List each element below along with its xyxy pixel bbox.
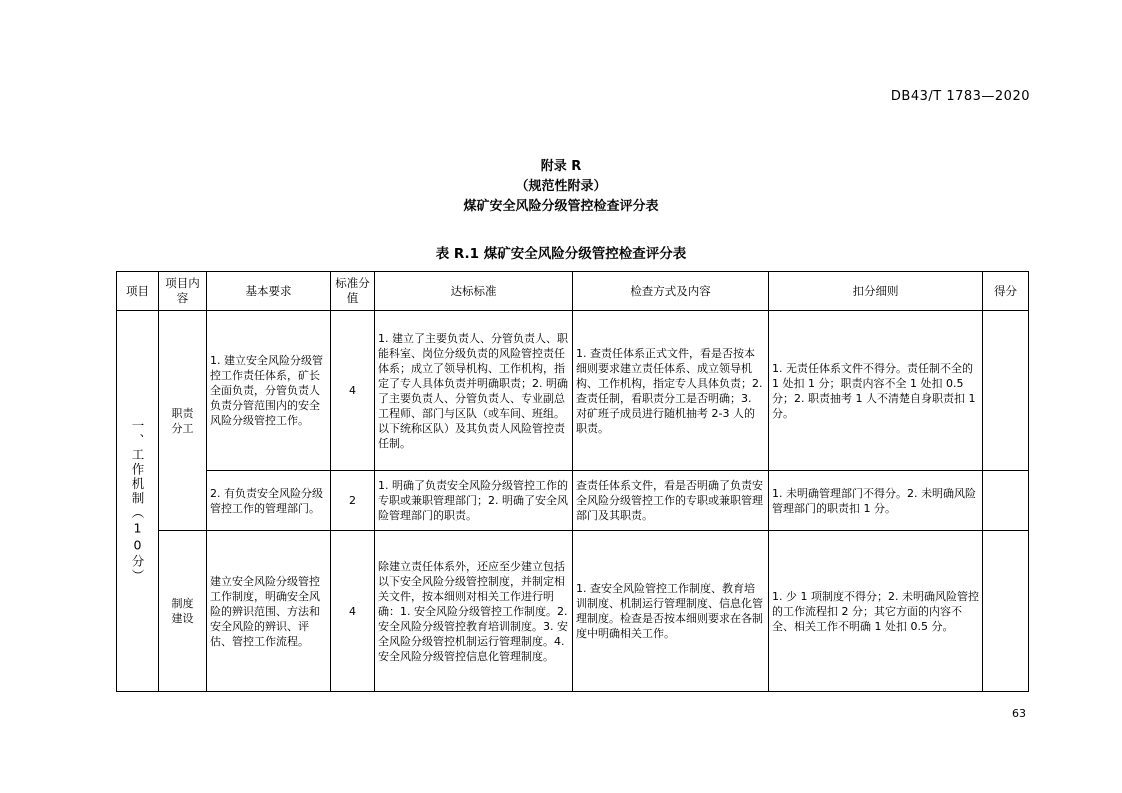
score-cell[interactable] bbox=[983, 531, 1029, 692]
standard-score-cell: 2 bbox=[331, 471, 375, 531]
deduction-cell: 1. 未明确管理部门不得分。2. 未明确风险管理部门的职责扣 1 分。 bbox=[769, 471, 983, 531]
table-row bbox=[117, 311, 1029, 471]
group-label: 一、工作机制（10分） bbox=[130, 418, 145, 584]
check-method-cell: 查责任体系文件，看是否明确了负责安全风险分级管控工作的专职或兼职管理部门及其职责。 bbox=[573, 471, 769, 531]
basic-requirement-cell: 2. 有负责安全风险分级管控工作的管理部门。 bbox=[207, 471, 331, 531]
header-deduction: 扣分细则 bbox=[769, 272, 983, 311]
content-cell: 制度建设 bbox=[159, 531, 207, 692]
check-method-cell: 1. 查安全风险管控工作制度、教育培训制度、机制运行管理制度、信息化管理制度。检查是否按本细则要求在各制度中明确相关工作。 bbox=[573, 531, 769, 692]
header-item-content: 项目内容 bbox=[159, 272, 207, 311]
basic-requirement-cell: 1. 建立安全风险分级管控工作责任体系，矿长全面负责，分管负责人负责分管范围内的安全风险分级管控工作。 bbox=[207, 311, 331, 471]
table-title: 表 R.1 煤矿安全风险分级管控检查评分表 bbox=[435, 246, 687, 262]
page-number: 63 bbox=[1012, 707, 1026, 720]
table-header-row bbox=[117, 272, 1029, 311]
appendix-title: 煤矿安全风险分级管控检查评分表 bbox=[463, 199, 659, 214]
table-row bbox=[117, 471, 1029, 531]
table-row bbox=[117, 531, 1029, 692]
standard-score-cell: 4 bbox=[331, 311, 375, 471]
appendix-label: 附录 R bbox=[540, 159, 582, 174]
appendix-headings bbox=[0, 157, 1122, 217]
standard-cell: 1. 建立了主要负责人、分管负责人、职能科室、岗位分级负责的风险管控责任体系；成立了领导机构、工作机构，指定了专人具体负责并明确职责；2. 明确了主要负责人、分管负责人、专业副总工程师、部门与区队（或车间、班组。以下统称区队）及其负责人风险管控责任制。 bbox=[375, 311, 573, 471]
deduction-cell: 1. 少 1 项制度不得分；2. 未明确风险管控的工作流程扣 2 分；其它方面的内容不全、相关工作不明确 1 处扣 0.5 分。 bbox=[769, 531, 983, 692]
header-score: 得分 bbox=[983, 272, 1029, 311]
score-cell[interactable] bbox=[983, 311, 1029, 471]
content-cell: 职责分工 bbox=[159, 311, 207, 531]
standard-cell: 除建立责任体系外，还应至少建立包括以下安全风险分级管控制度，并制定相关文件，按本细则对相关工作进行明确：1. 安全风险分级管控工作制度。2. 安全风险分级管控教育培训制度。3. 安全风险分级管控机制运行管理制度。4. 安全风险分级管控信息化管理制度。 bbox=[375, 531, 573, 692]
deduction-cell: 1. 无责任体系文件不得分。责任制不全的 1 处扣 1 分；职责内容不全 1 处扣 0.5 分；2. 职责抽考 1 人不清楚自身职责扣 1 分。 bbox=[769, 311, 983, 471]
score-table bbox=[116, 271, 1029, 692]
standard-score-cell: 4 bbox=[331, 531, 375, 692]
document-number: DB43/T 1783—2020 bbox=[890, 89, 1030, 104]
group-label-cell bbox=[117, 311, 159, 692]
score-cell[interactable] bbox=[983, 471, 1029, 531]
appendix-type: （规范性附录） bbox=[515, 179, 607, 194]
basic-requirement-cell: 建立安全风险分级管控工作制度，明确安全风险的辨识范围、方法和安全风险的辨识、评估、管控工作流程。 bbox=[207, 531, 331, 692]
header-item: 项目 bbox=[117, 272, 159, 311]
check-method-cell: 1. 查责任体系正式文件，看是否按本细则要求建立责任体系、成立领导机构、工作机构，指定专人具体负责；2. 查责任制，看职责分工是否明确；3. 对矿班子成员进行随机抽考 2-3 人的职责。 bbox=[573, 311, 769, 471]
header-basic-requirement: 基本要求 bbox=[207, 272, 331, 311]
header-check-method: 检查方式及内容 bbox=[573, 272, 769, 311]
header-standard: 达标标准 bbox=[375, 272, 573, 311]
header-standard-score: 标准分值 bbox=[331, 272, 375, 311]
standard-cell: 1. 明确了负责安全风险分级管控工作的专职或兼职管理部门；2. 明确了安全风险管理部门的职责。 bbox=[375, 471, 573, 531]
